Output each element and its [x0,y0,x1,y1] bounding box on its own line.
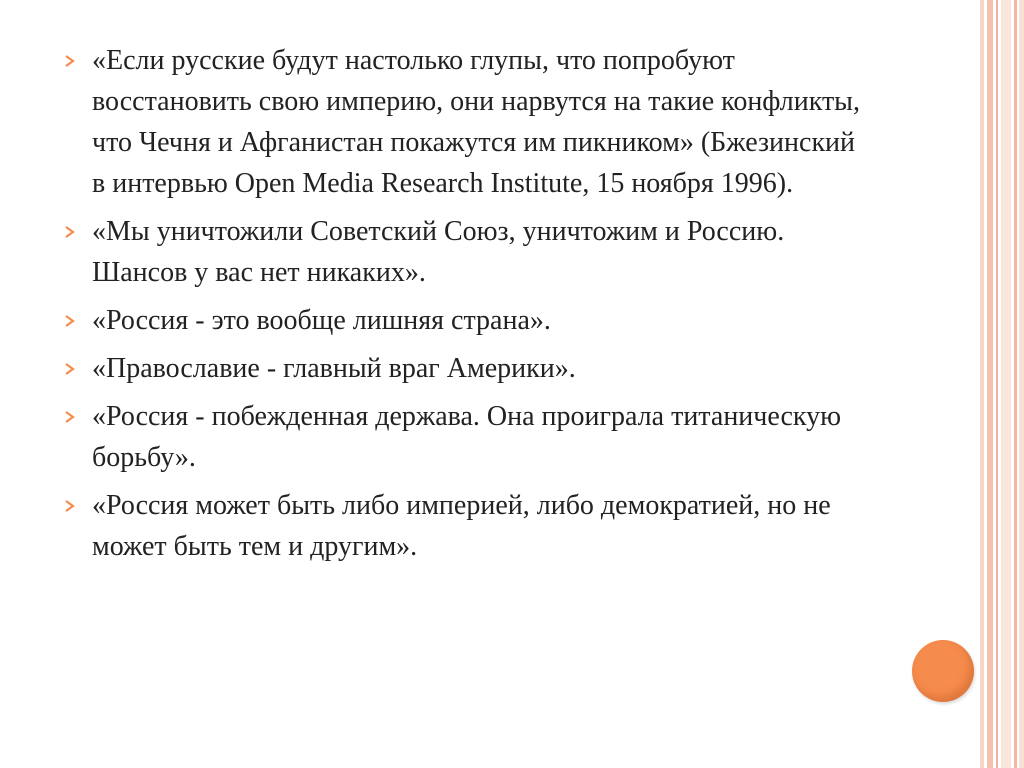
chevron-right-icon [63,499,77,513]
list-item-text: «Россия может быть либо империей, либо демократией, но не может быть тем и другим». [92,490,831,562]
list-item-text: «Россия - это вообще лишняя страна». [92,305,551,336]
list-item [60,485,860,567]
bullet-list [60,40,860,574]
decorative-stripe [987,0,993,768]
list-item [60,348,860,389]
chevron-right-icon [63,225,77,239]
list-item [60,40,860,204]
chevron-right-icon [63,410,77,424]
decorative-stripe [1001,0,1011,768]
decorative-stripe [1019,0,1024,768]
decorative-circle [912,640,974,702]
list-item [60,211,860,293]
decorative-stripe [1014,0,1017,768]
list-item-text: «Мы уничтожили Советский Союз, уничтожим и Россию. Шансов у вас нет никаких». [92,216,785,288]
list-item-text: «Православие - главный враг Америки». [92,353,576,384]
list-item-text: «Россия - побежденная держава. Она проиграла титаническую борьбу». [92,401,842,473]
list-item-text: «Если русские будут настолько глупы, что попробуют восстановить свою империю, они нарвутся на такие конфликты, что Чечня и Афганистан покажутся им пикником» (Бжезинский в интервью Open Media Research Institute, 15 ноября 1996). [92,45,860,199]
list-item [60,396,860,478]
chevron-right-icon [63,54,77,68]
decorative-stripe [996,0,998,768]
chevron-right-icon [63,362,77,376]
chevron-right-icon [63,314,77,328]
decorative-stripe [980,0,984,768]
list-item [60,300,860,341]
